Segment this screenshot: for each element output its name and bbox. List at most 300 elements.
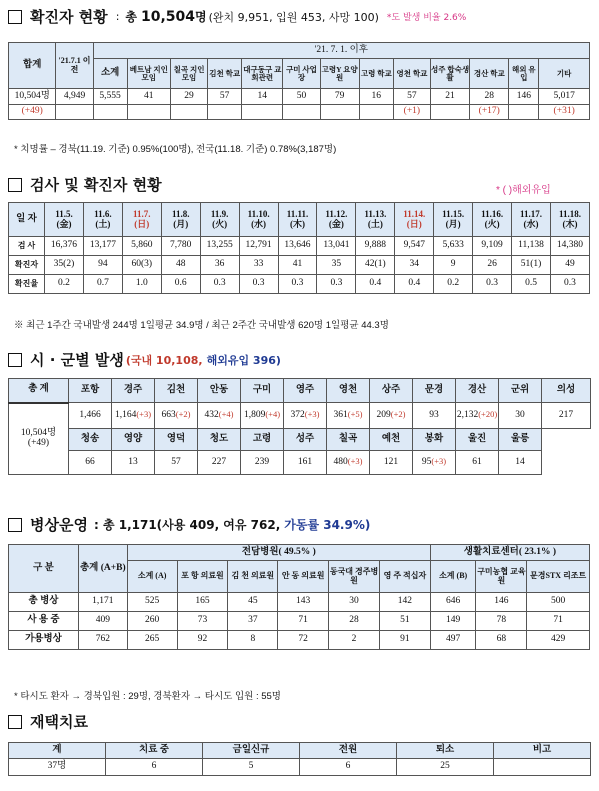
cell-delta: (+3) — [304, 409, 320, 420]
cell-value: 1,809 — [243, 410, 266, 421]
cell: 42(1) — [356, 256, 395, 275]
cell — [430, 105, 469, 120]
date-label: 11.12. — [325, 209, 348, 220]
cell: 6 — [106, 759, 203, 776]
date-label: 11.18. — [558, 209, 581, 220]
weekday-label: (金) — [56, 218, 72, 229]
column-header: 문경STX 리조트 — [527, 561, 590, 593]
region-value — [69, 403, 112, 429]
region-value — [542, 403, 591, 429]
cell: 0.3 — [200, 275, 239, 294]
cell: 409 — [78, 612, 127, 631]
date-header — [200, 203, 239, 237]
cell-value: 2,132 — [456, 410, 479, 421]
cell: 71 — [278, 612, 329, 631]
cell-value: 361 — [333, 410, 348, 421]
cell — [283, 105, 320, 120]
row-header: 확진율 — [9, 275, 45, 294]
region-name: 청도 — [198, 429, 241, 451]
cell — [494, 759, 591, 776]
cell: 5,633 — [434, 237, 473, 256]
cell: 0.3 — [278, 275, 317, 294]
section-home-care — [8, 711, 88, 732]
region-name: 경산 — [456, 379, 499, 403]
column-header: 계 — [9, 743, 106, 759]
region-name: 안동 — [198, 379, 241, 403]
cell: 13,041 — [317, 237, 356, 256]
date-label: 11.17. — [520, 209, 543, 220]
cell-value: 432 — [204, 410, 219, 421]
cell-delta: (+5) — [347, 409, 363, 420]
cell: 429 — [527, 631, 590, 650]
home-care-table — [8, 742, 591, 776]
cell: 0.3 — [550, 275, 589, 294]
cell-value: 480 — [333, 457, 348, 468]
checkbox-square-icon — [8, 518, 22, 532]
region-value — [499, 403, 542, 429]
cell: 13,646 — [278, 237, 317, 256]
cell: 50 — [283, 89, 320, 105]
weekday-label: (日) — [406, 218, 422, 229]
date-header — [434, 203, 473, 237]
region-value — [499, 451, 542, 475]
total-unit: 명 — [195, 10, 207, 24]
date-label: 11.16. — [481, 209, 504, 220]
date-label: 11.8. — [171, 209, 190, 220]
region-name: 군위 — [499, 379, 542, 403]
date-header — [395, 203, 434, 237]
column-header: 전원 — [300, 743, 397, 759]
cell — [320, 105, 359, 120]
cell: 28 — [470, 89, 509, 105]
total-label: 총 — [125, 10, 137, 24]
cell: 0.3 — [239, 275, 278, 294]
cell: 45 — [228, 593, 278, 612]
column-header: 베트남 지인모임 — [127, 59, 170, 89]
cell: 13,255 — [200, 237, 239, 256]
cell-value: 93 — [429, 410, 439, 421]
date-header — [512, 203, 551, 237]
date-label: 11.15. — [442, 209, 465, 220]
cell: 34 — [395, 256, 434, 275]
cell: (+31) — [539, 105, 590, 120]
cell: 6 — [300, 759, 397, 776]
column-header: 비고 — [494, 743, 591, 759]
cell-value: 95 — [421, 457, 432, 468]
cell: 37 — [228, 612, 278, 631]
cell-delta: (+4) — [265, 409, 281, 420]
cell: 1.0 — [122, 275, 161, 294]
column-header: 김천 학교 — [208, 59, 242, 89]
cell: 78 — [476, 612, 527, 631]
cell-delta: (+3) — [136, 409, 152, 420]
date-label: 11.9. — [210, 209, 229, 220]
region-value — [284, 451, 327, 475]
cell: 1,171 — [78, 593, 127, 612]
transfer-footnote: * 타시도 환자 → 경북입원 : 29명, 경북환자 → 타시도 입원 : 55명 — [14, 691, 281, 702]
date-header — [122, 203, 161, 237]
column-header: 금일신규 — [203, 743, 300, 759]
date-header — [83, 203, 122, 237]
section-beds — [8, 514, 370, 535]
cell-value: 1,164 — [114, 410, 137, 421]
cell-delta: (+3) — [431, 456, 447, 467]
date-label: 11.10. — [247, 209, 270, 220]
column-header: 김 천 의료원 — [228, 561, 278, 593]
date-label: 11.5. — [55, 209, 73, 220]
cell: 165 — [177, 593, 228, 612]
region-name: 성주 — [284, 429, 327, 451]
regional-total: 10,504명 — [20, 427, 57, 438]
regional-table — [8, 378, 591, 475]
region-value — [198, 451, 241, 475]
cell-delta: (+3) — [347, 456, 363, 467]
cell: 497 — [430, 631, 476, 650]
region-value — [456, 403, 499, 429]
confirmed-table — [8, 42, 590, 120]
cell: 4,949 — [56, 89, 93, 105]
fatality-footnote: * 치명률 – 경북(11.19. 기준) 0.95%(100명), 전국(11.18. 기준) 0.78%(3,187명) — [14, 144, 337, 155]
date-label: 11.6. — [94, 209, 112, 220]
cell: 13,177 — [83, 237, 122, 256]
overseas-note: * ( )해외유입 — [496, 185, 551, 196]
regional-total-cell — [9, 403, 69, 475]
section-title: 검사 및 확진자 현황 — [30, 176, 162, 194]
region-value — [284, 403, 327, 429]
column-header: 경산 학교 — [470, 59, 509, 89]
region-name: 울릉 — [499, 429, 542, 451]
region-name: 경주 — [112, 379, 155, 403]
date-header — [239, 203, 278, 237]
header-centers: 생활치료센터( 23.1% ) — [430, 545, 589, 561]
cell: 9,547 — [395, 237, 434, 256]
section-title: 확진자 현황 — [30, 8, 108, 26]
tests-table — [8, 202, 590, 294]
region-name: 의성 — [542, 379, 591, 403]
cell: 525 — [127, 593, 177, 612]
checkbox-square-icon — [8, 715, 22, 729]
section-tests — [8, 174, 162, 195]
weekday-label: (月) — [173, 218, 189, 229]
cell-value: 372 — [290, 410, 305, 421]
cell: 41 — [278, 256, 317, 275]
column-header: 고령Y 요양원 — [320, 59, 359, 89]
column-header: 기타 — [539, 59, 590, 89]
weekday-label: (木) — [562, 218, 578, 229]
region-value — [241, 403, 284, 429]
checkbox-square-icon — [8, 10, 22, 24]
column-header: 해외 유입 — [509, 59, 539, 89]
region-name: 영양 — [112, 429, 155, 451]
column-header: 소계 (A) — [127, 561, 177, 593]
total-count: 10,504 — [141, 8, 196, 25]
section-title: 병상운영 — [30, 516, 88, 534]
weekday-label: (土) — [95, 218, 111, 229]
cell-value: 61 — [472, 457, 482, 468]
cell-value: 30 — [515, 410, 525, 421]
cell: 68 — [476, 631, 527, 650]
cell: 7,780 — [161, 237, 200, 256]
cell-delta: (+2) — [390, 409, 406, 420]
cell-value: 209 — [376, 410, 391, 421]
column-header: 동국대 경주병원 — [329, 561, 380, 593]
cell — [208, 105, 242, 120]
row-header: 가용병상 — [9, 631, 79, 650]
cell: 57 — [393, 89, 430, 105]
cell: 11,138 — [512, 237, 551, 256]
cell: 0.2 — [45, 275, 84, 294]
date-label: 11.11. — [286, 209, 309, 220]
cell: 143 — [278, 593, 329, 612]
column-header: 고령 학교 — [359, 59, 393, 89]
cell: 73 — [177, 612, 228, 631]
region-value — [370, 451, 413, 475]
column-header: 칠곡 지인모임 — [170, 59, 207, 89]
header-before: '21.7.1 이전 — [56, 43, 93, 89]
cell-value: 161 — [297, 457, 313, 468]
cell: 72 — [278, 631, 329, 650]
cell: 265 — [127, 631, 177, 650]
region-value — [69, 451, 112, 475]
cell: 79 — [320, 89, 359, 105]
cell-value: 1,466 — [79, 410, 101, 421]
cell: 0.6 — [161, 275, 200, 294]
ratio-note: *도 발생 비율 2.6% — [386, 13, 467, 23]
cell: 646 — [430, 593, 476, 612]
cell: 9,109 — [473, 237, 512, 256]
header-date: 일 자 — [9, 203, 45, 237]
region-name: 김천 — [155, 379, 198, 403]
header-total: 합계 — [9, 43, 56, 89]
domestic-count: (국내 10,108, — [125, 353, 203, 367]
cell: 51 — [379, 612, 430, 631]
cell — [56, 105, 93, 120]
cell-value: 14 — [515, 457, 525, 468]
header-beds-total: 총계 (A+B) — [78, 545, 127, 593]
cell: 0.4 — [395, 275, 434, 294]
cell: 5 — [203, 759, 300, 776]
cell-value: 13 — [128, 457, 138, 468]
cell: 0.5 — [512, 275, 551, 294]
column-header: 구미농협 교육원 — [476, 561, 527, 593]
region-name: 구미 — [241, 379, 284, 403]
date-header — [550, 203, 589, 237]
table-row — [9, 593, 590, 612]
cell: (+49) — [9, 105, 56, 120]
weekday-label: (月) — [445, 218, 461, 229]
date-header — [278, 203, 317, 237]
header-since: '21. 7. 1. 이후 — [93, 43, 589, 59]
cell: 25 — [397, 759, 494, 776]
region-name: 문경 — [413, 379, 456, 403]
cell: 28 — [329, 612, 380, 631]
weekday-label: (水) — [251, 218, 267, 229]
cell: (+1) — [393, 105, 430, 120]
column-header: 구미 사업장 — [283, 59, 320, 89]
cell-value: 239 — [254, 457, 270, 468]
cell: 92 — [177, 631, 228, 650]
cell — [509, 105, 539, 120]
region-value — [155, 451, 198, 475]
cell-value: 66 — [85, 457, 95, 468]
weekday-label: (日) — [134, 218, 150, 229]
overseas-count: 해외유입 396) — [206, 353, 281, 367]
cell — [93, 105, 127, 120]
cell: 49 — [550, 256, 589, 275]
summary-prefix: : — [115, 10, 120, 23]
date-header — [161, 203, 200, 237]
checkbox-square-icon — [8, 353, 22, 367]
cell: 41 — [127, 89, 170, 105]
cell: 260 — [127, 612, 177, 631]
cell: 91 — [379, 631, 430, 650]
date-label: 11.7. — [133, 209, 151, 220]
header-category: 구 분 — [9, 545, 79, 593]
row-header: 확진자 — [9, 256, 45, 275]
region-value — [456, 451, 499, 475]
section-regional — [8, 349, 281, 370]
cell — [127, 105, 170, 120]
cell: 21 — [430, 89, 469, 105]
cell: 14,380 — [550, 237, 589, 256]
cell-value: 57 — [171, 457, 181, 468]
region-value — [112, 451, 155, 475]
cell: 14 — [242, 89, 283, 105]
cell-delta: (+2) — [175, 409, 191, 420]
column-header: 성주 합숙생활 — [430, 59, 469, 89]
region-name: 청송 — [69, 429, 112, 451]
cell: 48 — [161, 256, 200, 275]
weekday-label: (土) — [367, 218, 383, 229]
region-value — [413, 403, 456, 429]
weekday-label: (火) — [484, 218, 500, 229]
cell: 8 — [228, 631, 278, 650]
date-header — [356, 203, 395, 237]
region-value — [327, 451, 370, 475]
cell: 57 — [208, 89, 242, 105]
region-value — [198, 403, 241, 429]
region-value — [413, 451, 456, 475]
region-name: 예천 — [370, 429, 413, 451]
region-value — [370, 403, 413, 429]
cell — [359, 105, 393, 120]
cell: 9,888 — [356, 237, 395, 256]
cell: 0.4 — [356, 275, 395, 294]
cell: 2 — [329, 631, 380, 650]
region-name: 고령 — [241, 429, 284, 451]
total-breakdown: (완치 9,951, 입원 453, 사망 100) — [208, 10, 379, 24]
weekly-footnote: ※ 최근 1주간 국내발생 244명 1일평균 34.9명 / 최근 2주간 국내발생 620명 1일평균 44.3명 — [14, 320, 389, 331]
column-header: 대구동구 교회관련 — [242, 59, 283, 89]
region-name: 포항 — [69, 379, 112, 403]
column-header: 안 동 의료원 — [278, 561, 329, 593]
checkbox-square-icon — [8, 178, 22, 192]
beds-summary: : 총 1,171(사용 409, 여유 762, — [93, 518, 281, 532]
column-header: 퇴소 — [397, 743, 494, 759]
region-value — [241, 451, 284, 475]
cell: 5,860 — [122, 237, 161, 256]
date-header — [317, 203, 356, 237]
table-row — [9, 612, 590, 631]
cell — [242, 105, 283, 120]
weekday-label: (金) — [328, 218, 344, 229]
cell: 146 — [509, 89, 539, 105]
cell: 5,555 — [93, 89, 127, 105]
weekday-label: (水) — [523, 218, 539, 229]
cell: 0.3 — [317, 275, 356, 294]
region-name: 상주 — [370, 379, 413, 403]
cell-value: 217 — [558, 410, 574, 421]
cell: 0.2 — [434, 275, 473, 294]
beds-availability: 가동률 34.9%) — [284, 518, 371, 532]
cell: 35(2) — [45, 256, 84, 275]
region-value — [327, 403, 370, 429]
cell: 35 — [317, 256, 356, 275]
region-name: 영주 — [284, 379, 327, 403]
column-header: 치료 중 — [106, 743, 203, 759]
cell: 60(3) — [122, 256, 161, 275]
region-name: 칠곡 — [327, 429, 370, 451]
region-name: 봉화 — [413, 429, 456, 451]
cell: 16 — [359, 89, 393, 105]
cell: (+17) — [470, 105, 509, 120]
row-header: 총 병상 — [9, 593, 79, 612]
date-header — [473, 203, 512, 237]
header-hospitals: 전담병원( 49.5% ) — [127, 545, 430, 561]
cell: 149 — [430, 612, 476, 631]
cell: 10,504명 — [9, 89, 56, 105]
column-header: 소계 (B) — [430, 561, 476, 593]
cell: 142 — [379, 593, 430, 612]
cell: 37명 — [9, 759, 106, 776]
row-header: 검 사 — [9, 237, 45, 256]
date-label: 11.13. — [364, 209, 387, 220]
region-value — [155, 403, 198, 429]
regional-total-delta: (+49) — [27, 437, 50, 448]
cell: 0.3 — [473, 275, 512, 294]
cell: 9 — [434, 256, 473, 275]
cell: 5,017 — [539, 89, 590, 105]
cell: 500 — [527, 593, 590, 612]
header-total: 총 계 — [9, 379, 69, 403]
column-header: 포 항 의료원 — [177, 561, 228, 593]
cell: 26 — [473, 256, 512, 275]
table-row — [9, 631, 590, 650]
column-header: 영 주 적십자 — [379, 561, 430, 593]
cell-value: 121 — [383, 457, 399, 468]
region-value — [112, 403, 155, 429]
cell: 0.7 — [83, 275, 122, 294]
region-name: 영덕 — [155, 429, 198, 451]
cell: 29 — [170, 89, 207, 105]
column-header: 영천 학교 — [393, 59, 430, 89]
cell — [170, 105, 207, 120]
weekday-label: (木) — [289, 218, 305, 229]
weekday-label: (火) — [212, 218, 228, 229]
cell: 16,376 — [45, 237, 84, 256]
cell: 762 — [78, 631, 127, 650]
cell-delta: (+4) — [218, 409, 234, 420]
section-title: 시 · 군별 발생 — [30, 351, 124, 369]
cell: 30 — [329, 593, 380, 612]
cell-value: 663 — [161, 410, 176, 421]
beds-table — [8, 544, 590, 650]
date-label: 11.14. — [403, 209, 426, 220]
cell-delta: (+20) — [478, 409, 498, 420]
region-name: 영천 — [327, 379, 370, 403]
row-header: 사 용 중 — [9, 612, 79, 631]
section-confirmed-status — [8, 6, 466, 27]
